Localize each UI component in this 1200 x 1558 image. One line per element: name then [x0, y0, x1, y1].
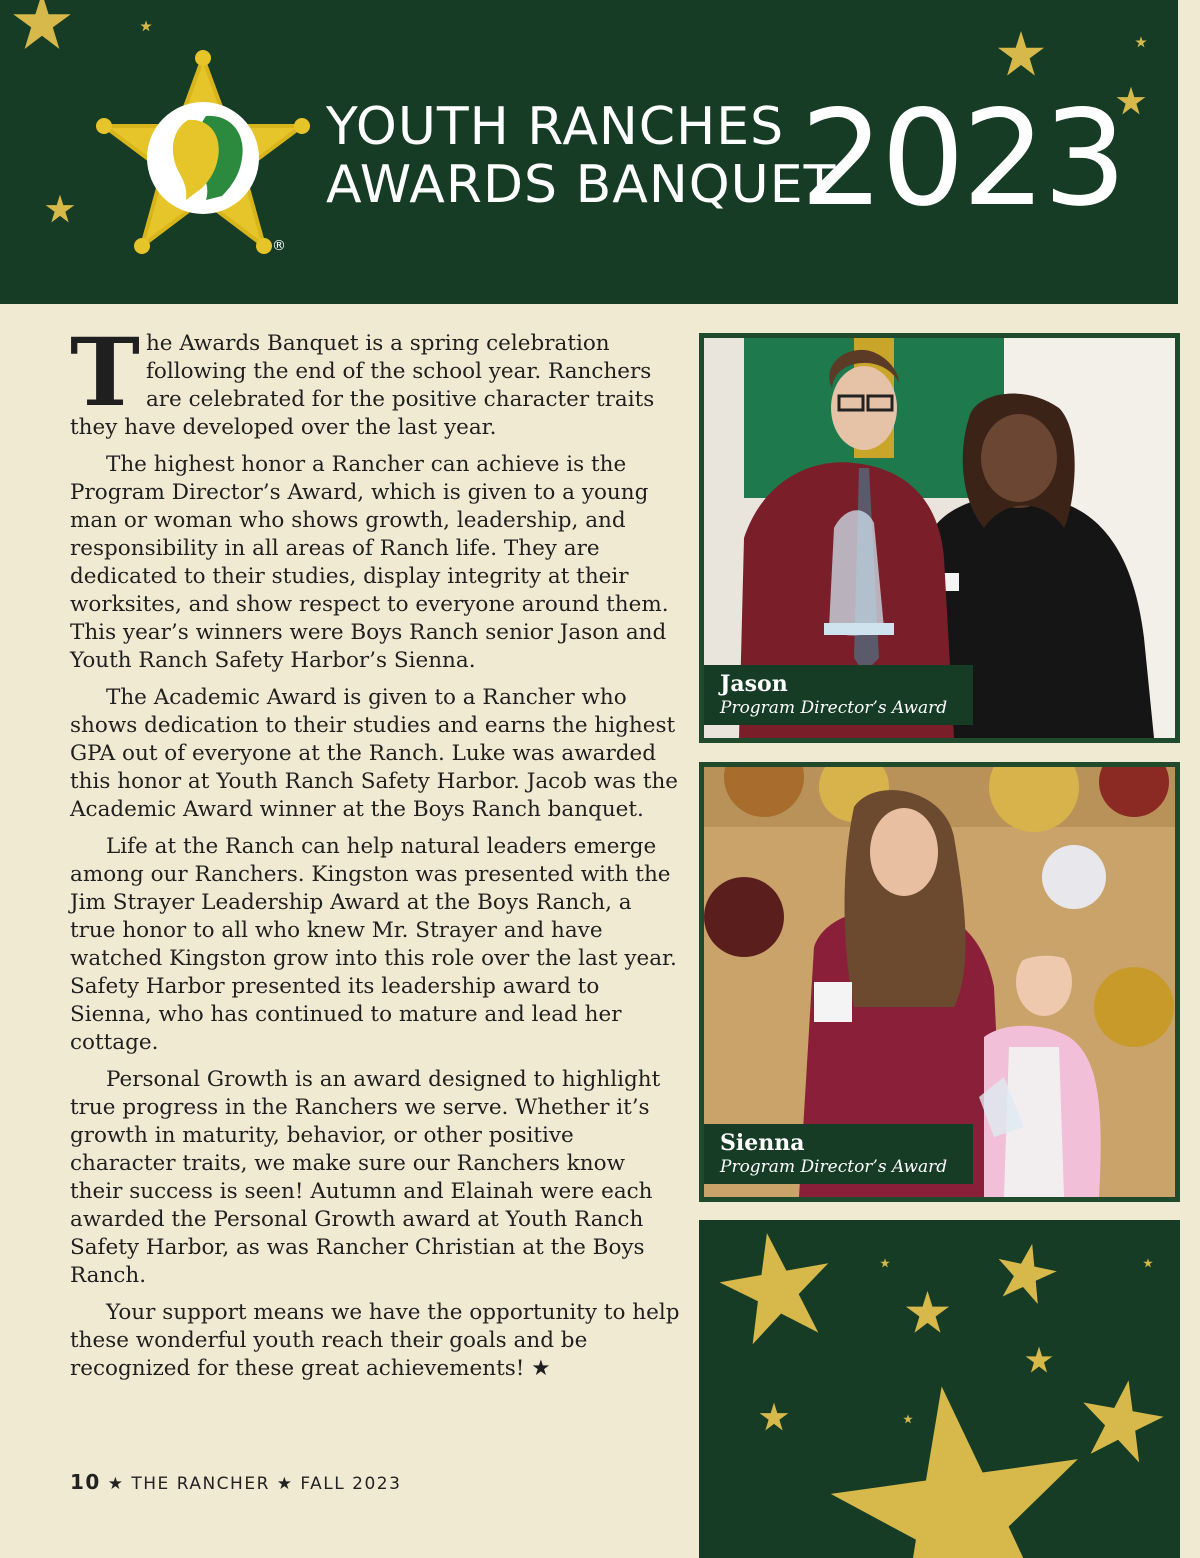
paragraph: The Academic Award is given to a Rancher who shows dedication to their studies and earns the highest GPA out of everyone at the Ranch. Luke was awarded this honor at Youth Ranch Safety Harbor. Jacob was the Academic Award winner at the Boys Ranch banquet. — [70, 685, 679, 822]
paragraph: The Awards Banquet is a spring celebration following the end of the school year. Ranchers are celebrated for the positive character traits they have developed over the last year. — [70, 318, 655, 440]
caption-sienna — [704, 1124, 973, 1184]
star-icon — [996, 30, 1046, 78]
star-icon — [1026, 1347, 1053, 1373]
footer-text: ★ THE RANCHER ★ FALL 2023 — [107, 1474, 402, 1494]
title-line-2: AWARDS BANQUET — [326, 155, 837, 215]
header-banner — [0, 0, 1178, 304]
decorative-star-panel — [699, 1220, 1180, 1558]
star-icon — [45, 194, 75, 224]
star-icon — [1135, 36, 1147, 48]
star-icon — [903, 1414, 913, 1423]
photo-frame-sienna — [699, 762, 1180, 1202]
paragraph: The highest honor a Rancher can achieve is the Program Director’s Award, which is given to a young man or woman who shows growth, leadership, and responsibility in all areas of Ranch life. They are dedicated to their studies, display integrity at their worksites, and show respect to everyone around them. This year’s winners were Boys Ranch senior Jason and Youth Ranch Safety Harbor’s Sienna. — [70, 452, 669, 673]
star-icon — [991, 1238, 1061, 1307]
caption-jason — [704, 665, 973, 725]
star-icon — [760, 1403, 789, 1431]
banner-year: 2023 — [800, 82, 1124, 236]
star-icon — [906, 1291, 949, 1333]
photo-sienna — [704, 767, 1175, 1197]
page-number: 10 — [70, 1470, 101, 1494]
star-icon — [713, 1224, 840, 1348]
page-footer — [70, 1470, 401, 1494]
paragraph: Life at the Ranch can help natural leaders emerge among our Ranchers. Kingston was presented with the Jim Strayer Leadership Award at the Boys Ranch, a true honor to all who knew Mr. Strayer and have watched Kingston grow into this role over the last year. Safety Harbor presented its leadership award to Sienna, who has continued to mature and lead her cottage. — [70, 834, 677, 1055]
caption-name: Jason — [720, 671, 788, 697]
star-icon — [140, 20, 152, 32]
drop-cap: T — [70, 318, 140, 428]
star-icon — [818, 1369, 1099, 1558]
caption-name: Sienna — [720, 1130, 805, 1156]
svg-text:®: ® — [272, 238, 286, 254]
caption-award: Program Director’s Award — [720, 698, 948, 718]
photo-jason — [704, 338, 1175, 738]
stars-decoration — [699, 1220, 1180, 1558]
caption-award: Program Director’s Award — [720, 1157, 948, 1177]
title-line-1: YOUTH RANCHES — [326, 97, 785, 157]
star-icon — [10, 0, 74, 52]
article-body — [70, 318, 682, 1392]
youth-ranches-logo — [96, 50, 310, 260]
star-icon — [1143, 1258, 1153, 1267]
star-icon — [1075, 1373, 1169, 1465]
photo-frame-jason — [699, 333, 1180, 743]
banner-title — [326, 98, 836, 214]
star-icon — [880, 1258, 890, 1267]
paragraph: Personal Growth is an award designed to highlight true progress in the Ranchers we serve. Whether it’s growth in maturity, behavior, or other positive character traits, we make sure our Ranchers know their success is seen! Autumn and Elainah were each awarded the Personal Growth award at Youth Ranch Safety Harbor, as was Rancher Christian at the Boys Ranch. — [70, 1067, 661, 1288]
paragraph: Your support means we have the opportunity to help these wonderful youth reach their goals and be recognized for these great achievements! ★ — [70, 1300, 680, 1381]
